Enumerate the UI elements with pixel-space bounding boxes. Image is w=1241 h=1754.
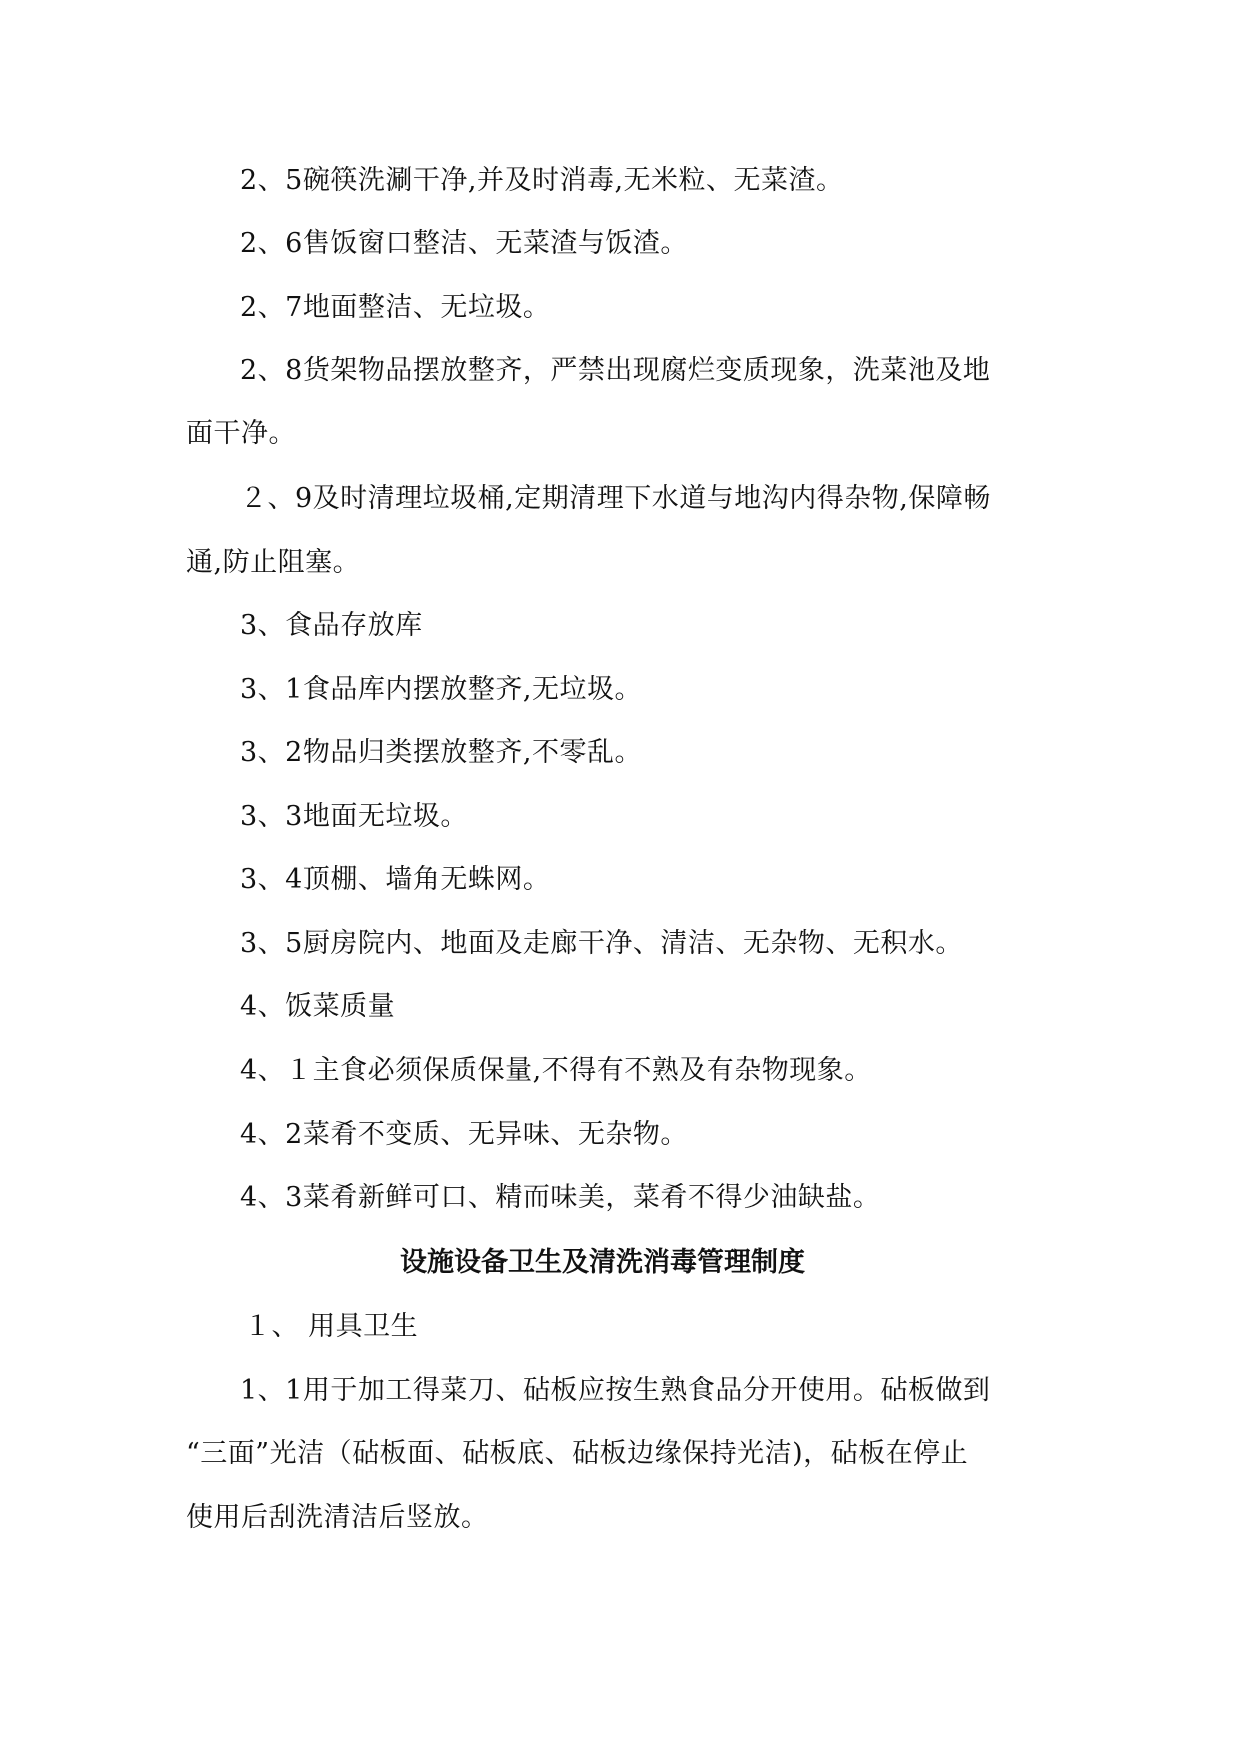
section-heading-line: 3、食品存放库 <box>240 610 423 641</box>
paragraph-line: 2、5碗筷洗涮干净,并及时消毒,无米粒、无菜渣。 <box>240 165 844 196</box>
paragraph-line: 3、3地面无垃圾。 <box>240 801 468 832</box>
paragraph-line: 3、4顶棚、墙角无蛛网。 <box>240 864 551 895</box>
paragraph-line: 4、3菜肴新鲜可口、精而味美，菜肴不得少油缺盐。 <box>240 1182 881 1213</box>
section-heading-line: 4、饭菜质量 <box>240 991 396 1022</box>
paragraph-line: 2、6售饭窗口整洁、无菜渣与饭渣。 <box>240 228 688 259</box>
paragraph-line: 4、2菜肴不变质、无异味、无杂物。 <box>240 1119 688 1150</box>
paragraph-line: 3、2物品归类摆放整齐,不零乱。 <box>240 737 642 768</box>
paragraph-line: 2、8货架物品摆放整齐，严禁出现腐烂变质现象，洗菜池及地 <box>240 355 991 386</box>
paragraph-line: ２、9及时清理垃圾桶,定期清理下水道与地沟内得杂物,保障畅 <box>240 483 991 514</box>
section-title: 设施设备卫生及清洗消毒管理制度 <box>400 1247 805 1278</box>
paragraph-line: “三面”光洁（砧板面、砧板底、砧板边缘保持光洁)，砧板在停止 <box>186 1438 969 1469</box>
section-heading-line: １、 用具卫生 <box>244 1311 419 1342</box>
paragraph-line: 3、5厨房院内、地面及走廊干净、清洁、无杂物、无积水。 <box>240 928 963 959</box>
paragraph-line: 2、7地面整洁、无垃圾。 <box>240 292 551 323</box>
paragraph-line: 1、1用于加工得菜刀、砧板应按生熟食品分开使用。砧板做到 <box>240 1375 991 1406</box>
paragraph-line: 3、1食品库内摆放整齐,无垃圾。 <box>240 674 642 705</box>
paragraph-line: 使用后刮洗清洁后竖放。 <box>186 1502 489 1533</box>
paragraph-line: 4、１主食必须保质保量,不得有不熟及有杂物现象。 <box>240 1055 872 1086</box>
paragraph-line: 面干净。 <box>186 418 296 449</box>
paragraph-line: 通,防止阻塞。 <box>186 547 361 578</box>
